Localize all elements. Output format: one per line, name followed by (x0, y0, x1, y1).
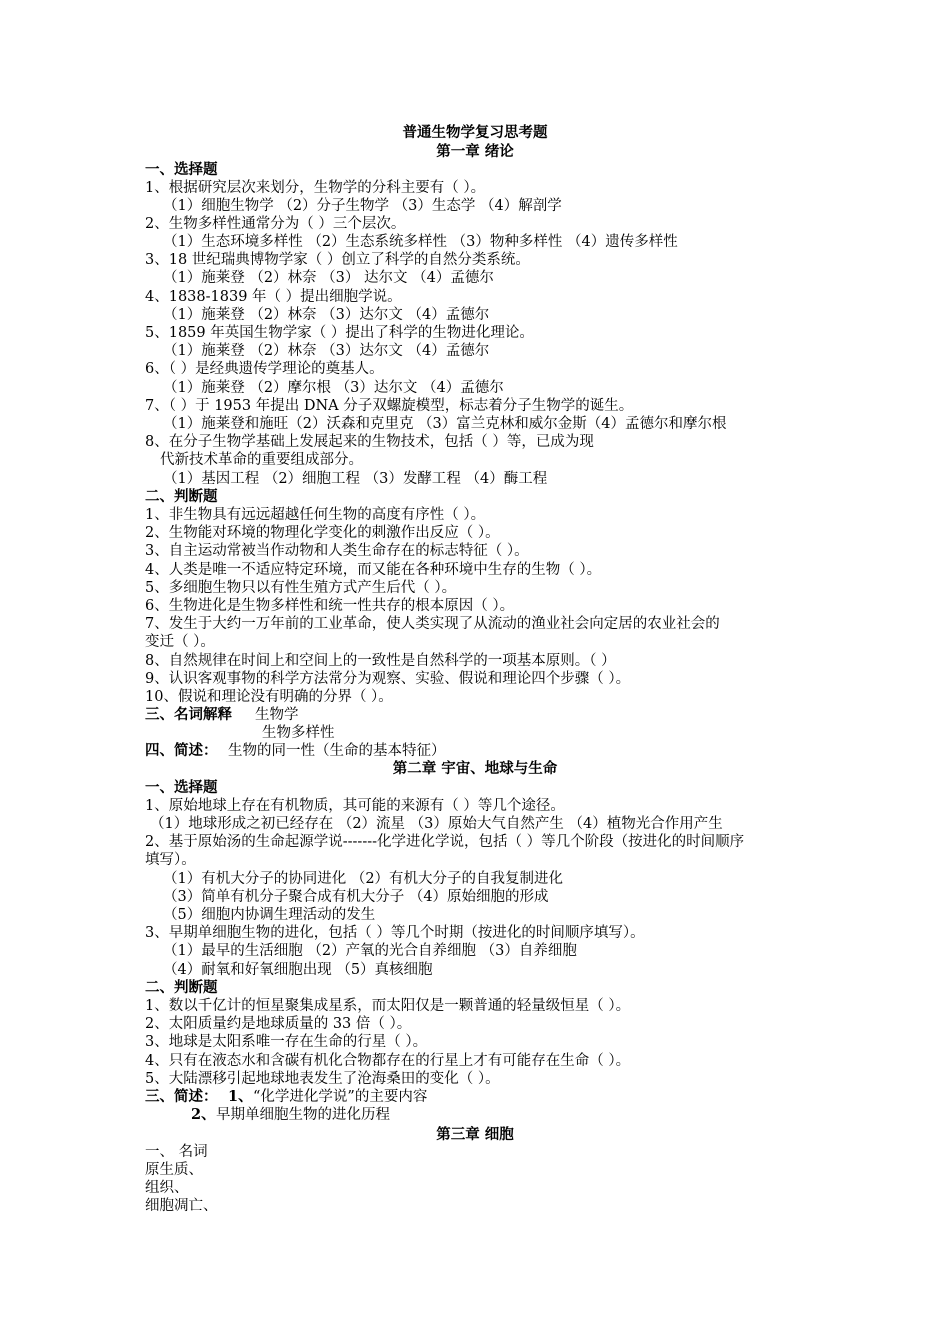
text-line: 8、自然规律在时间上和空间上的一致性是自然科学的一项基本原则。（ ） (145, 653, 616, 669)
text-line: 3、18 世纪瑞典博物学家（ ）创立了科学的自然分类系统。 (145, 252, 530, 268)
text-line: 2、生物能对环境的物理化学变化的刺激作出反应（ ）。 (145, 525, 500, 541)
text-line: 1、非生物具有远远超越任何生物的高度有序性（ ）。 (145, 507, 486, 523)
chapter-heading: 第一章 绪论 (436, 143, 514, 160)
text-line: 2、太阳质量约是地球质量的 33 倍（ ）。 (145, 1016, 412, 1032)
text-line: （4）耐氧和好氧细胞出现 （5）真核细胞 (163, 962, 433, 978)
text-line: 早期单细胞生物的进化历程 (216, 1107, 390, 1123)
text-line: 10、假说和理论没有明确的分界（ ）。 (145, 689, 393, 705)
section-heading: 三、简述： (145, 1088, 218, 1105)
section-heading: 2、 (191, 1106, 216, 1123)
section-heading: 四、简述： (145, 742, 218, 759)
section-heading: 二、判断题 (145, 979, 218, 996)
text-line: 6、生物进化是生物多样性和统一性共存的根本原因（ ）。 (145, 598, 515, 614)
text-line: 1、数以千亿计的恒星聚集成星系，而太阳仅是一颗普通的轻量级恒星（ ）。 (145, 998, 631, 1014)
text-line: 3、自主运动常被当作动物和人类生命存在的标志特征（ ）。 (145, 543, 529, 559)
text-line: （1）施莱登 （2）摩尔根 （3）达尔文 （4）孟德尔 (163, 380, 504, 396)
text-line: 6、（ ）是经典遗传学理论的奠基人。 (145, 361, 384, 377)
text-line: 生物的同一性（生命的基本特征） (228, 743, 446, 759)
text-line: 组织、 (145, 1180, 189, 1196)
text-line: 9、认识客观事物的科学方法常分为观察、实验、假说和理论四个步骤（ ）。 (145, 671, 631, 687)
section-heading: 一、选择题 (145, 161, 218, 178)
text-line: 1、根据研究层次来划分，生物学的分科主要有（ ）。 (145, 180, 486, 196)
chapter-heading: 第三章 细胞 (436, 1126, 514, 1143)
text-line: 1、原始地球上存在有机物质，其可能的来源有（ ）等几个途径。 (145, 798, 565, 814)
chapter-heading: 第二章 宇宙、地球与生命 (392, 760, 558, 777)
text-line: 变迁（ ）。 (145, 634, 215, 650)
text-line: 一、 名词 (145, 1144, 208, 1160)
section-heading: 1、 (228, 1088, 253, 1105)
text-line: （1）细胞生物学 （2）分子生物学 （3）生态学 （4）解剖学 (163, 198, 562, 214)
text-line: （1）施莱登 （2）林奈 （3） 达尔文 （4）孟德尔 (163, 270, 494, 286)
text-line: 3、地球是太阳系唯一存在生命的行星（ ）。 (145, 1034, 428, 1050)
text-line: 5、多细胞生物只以有性生殖方式产生后代（ ）。 (145, 580, 457, 596)
text-line: （1）施莱登 （2）林奈 （3）达尔文 （4）孟德尔 (163, 343, 490, 359)
text-line: 5、1859 年英国生物学家（ ）提出了科学的生物进化理论。 (145, 325, 534, 341)
text-line: 5、大陆漂移引起地球地表发生了沧海桑田的变化（ ）。 (145, 1071, 500, 1087)
text-line: （1）施莱登和施旺（2）沃森和克里克 （3）富兰克林和威尔金斯（4）孟德尔和摩尔根 (163, 416, 727, 432)
text-line: （1）地球形成之初已经存在 （2）流星 （3）原始大气自然产生 （4）植物光合作用产生 (150, 816, 723, 832)
text-line: 8、在分子生物学基础上发展起来的生物技术，包括（ ）等，已成为现 (145, 434, 594, 450)
text-line: 4、1838-1839 年（ ）提出细胞学说。 (145, 289, 402, 305)
text-line: 2、基于原始汤的生命起源学说-------化学进化学说，包括（ ）等几个阶段（按进化的时间顺序 (145, 834, 745, 850)
section-heading: 二、判断题 (145, 488, 218, 505)
text-line: “化学进化学说”的主要内容 (253, 1089, 428, 1105)
text-line: （1）施莱登 （2）林奈 （3）达尔文 （4）孟德尔 (163, 307, 490, 323)
text-line: 代新技术革命的重要组成部分。 (160, 452, 363, 468)
text-line: 细胞凋亡、 (145, 1198, 218, 1214)
text-line: （1）有机大分子的协同进化 （2）有机大分子的自我复制进化 (163, 871, 564, 887)
text-line: 4、人类是唯一不适应特定环境，而又能在各种环境中生存的生物（ ）。 (145, 562, 602, 578)
text-line: 生物学 (255, 707, 299, 723)
text-line: 4、只有在液态水和含碳有机化合物都存在的行星上才有可能存在生命（ ）。 (145, 1053, 631, 1069)
text-line: 原生质、 (145, 1162, 203, 1178)
text-line: 2、生物多样性通常分为（ ）三个层次。 (145, 216, 406, 232)
text-line: 7、发生于大约一万年前的工业革命，使人类实现了从流动的渔业社会向定居的农业社会的 (145, 616, 720, 632)
text-line: （1）最早的生活细胞 （2）产氧的光合自养细胞 （3）自养细胞 (163, 943, 577, 959)
text-line: 填写）。 (145, 852, 196, 868)
section-heading: 一、选择题 (145, 779, 218, 796)
text-line: （1）基因工程 （2）细胞工程 （3）发酵工程 （4）酶工程 (163, 471, 548, 487)
document-title: 普通生物学复习思考题 (402, 124, 548, 141)
text-line: 7、（ ）于 1953 年提出 DNA 分子双螺旋模型，标志着分子生物学的诞生。 (145, 398, 634, 414)
text-line: （1）生态环境多样性 （2）生态系统多样性 （3）物种多样性 （4）遗传多样性 (163, 234, 678, 250)
section-heading: 三、名词解释 (145, 706, 232, 723)
text-line: 生物多样性 (262, 725, 335, 741)
text-line: （5）细胞内协调生理活动的发生 (163, 907, 376, 923)
text-line: （3）简单有机分子聚合成有机大分子 （4）原始细胞的形成 (163, 889, 549, 905)
text-line: 3、早期单细胞生物的进化，包括（ ）等几个时期（按进化的时间顺序填写）。 (145, 925, 645, 941)
